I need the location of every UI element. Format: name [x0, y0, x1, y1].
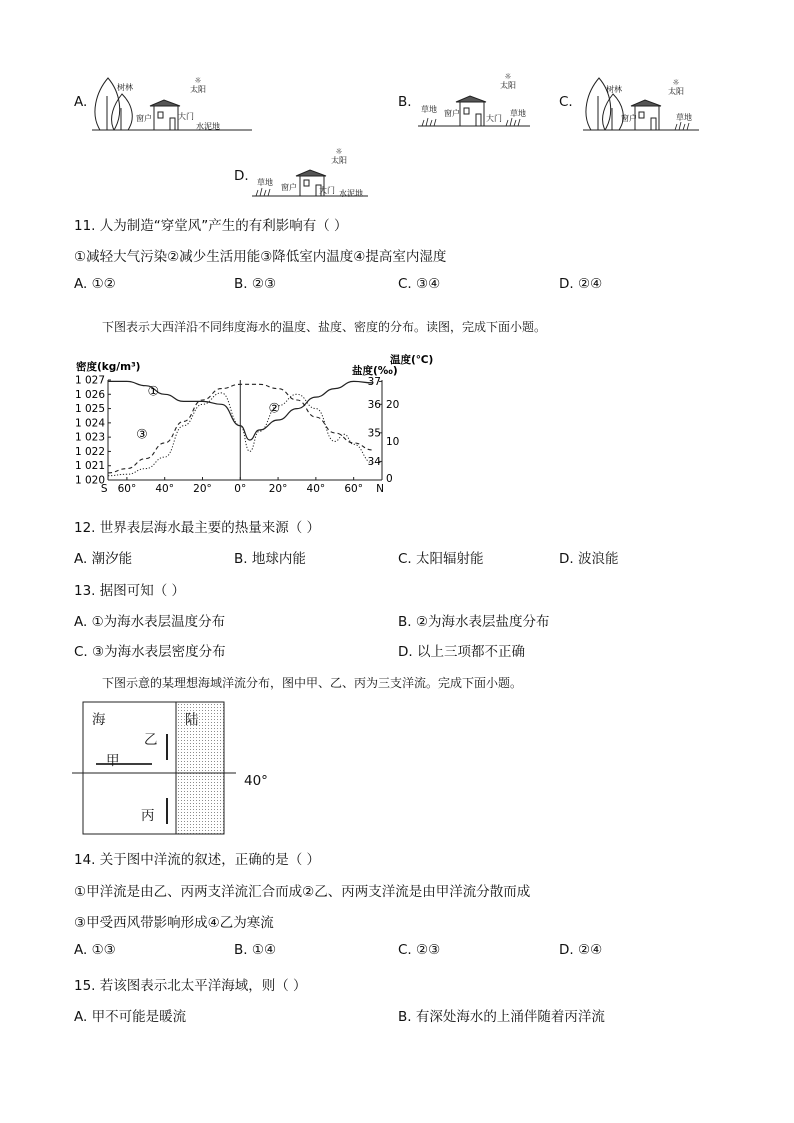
label-grass: 草地: [510, 109, 526, 118]
label-window: 窗户: [281, 183, 297, 192]
q11-option-b: B. ②③: [234, 276, 277, 292]
label-door: 大门: [486, 114, 502, 123]
intro-atlantic: 下图表示大西洋沿不同纬度海水的温度、盐度、密度的分布。读图，完成下面小题。: [102, 320, 547, 334]
salinity-tick-label: 37: [367, 375, 381, 388]
label-window: 窗户: [444, 109, 460, 118]
q12-option-a: A. 潮汐能: [74, 551, 133, 567]
label-forest: 树林: [606, 85, 622, 94]
density-tick-label: 1 027: [74, 374, 105, 387]
sun-symbol: ☼: [194, 76, 202, 85]
label-sun: 太阳: [668, 87, 684, 96]
map-label-sea: 海: [92, 712, 106, 728]
salinity-tick-label: 36: [367, 398, 381, 411]
label-grass: 草地: [421, 105, 437, 114]
sun-symbol: ☼: [504, 72, 512, 81]
q15-option-a: A. 甲不可能是暖流: [74, 1009, 187, 1025]
salinity-tick-label: 34: [367, 455, 381, 468]
density-tick-label: 1 022: [74, 445, 105, 458]
grass-icon: [422, 118, 520, 126]
series-label-1: ①: [147, 384, 160, 400]
label-forest: 树林: [117, 83, 133, 92]
map-label-land: 陆: [185, 712, 199, 728]
q14-option-c: C. ②③: [398, 942, 441, 958]
x-tick-label: 60°: [117, 483, 137, 495]
label-sun: 太阳: [190, 85, 206, 94]
q14-items-1: ①甲洋流是由乙、丙两支洋流汇合而成②乙、丙两支洋流是由甲洋流分散而成: [74, 884, 531, 900]
label-door: 大门: [178, 112, 194, 121]
density-tick-label: 1 026: [74, 388, 105, 401]
map-label-bing: 丙: [141, 808, 155, 824]
salinity-axis-label: 盐度(‰): [352, 365, 398, 377]
temperature-tick-label: 0: [386, 473, 393, 486]
q13-option-b: B. ②为海水表层盐度分布: [398, 614, 550, 630]
label-cement: 水泥地: [339, 189, 363, 198]
house-icon: [456, 96, 486, 126]
map-label-jia: 甲: [106, 753, 120, 769]
temperature-tick-label: 10: [386, 435, 400, 448]
map-label-yi: 乙: [144, 732, 158, 748]
density-tick-label: 1 021: [74, 460, 105, 473]
label-window: 窗户: [621, 114, 637, 123]
density-tick-label: 1 023: [74, 431, 105, 444]
x-tick-label: N: [376, 483, 385, 495]
sun-icon: [190, 76, 206, 94]
q11-option-a: A. ①②: [74, 276, 116, 292]
label-window: 窗户: [136, 114, 152, 123]
q12-option-c: C. 太阳辐射能: [398, 551, 484, 567]
x-tick-label: 60°: [344, 483, 363, 495]
x-tick-label: 40°: [306, 483, 326, 495]
grass-icon: [256, 188, 270, 196]
q13-option-c: C. ③为海水表层密度分布: [74, 644, 226, 660]
land-area: [176, 702, 224, 834]
q11-option-c: C. ③④: [398, 276, 441, 292]
q12-option-b: B. 地球内能: [234, 551, 306, 567]
label-grass: 草地: [676, 113, 692, 122]
q14-option-a: A. ①③: [74, 942, 116, 958]
q11-items: ①减轻大气污染②减少生活用能③降低室内温度④提高室内湿度: [74, 249, 447, 265]
map-label-latitude: 40°: [244, 773, 268, 789]
option-b-label: B.: [398, 94, 412, 110]
series-label-2: ②: [268, 401, 281, 417]
q13-option-d: D. 以上三项都不正确: [398, 644, 525, 660]
density-tick-label: 1 020: [74, 474, 105, 487]
q11-option-d: D. ②④: [559, 276, 603, 292]
label-sun: 太阳: [500, 81, 516, 90]
sun-icon: [331, 147, 347, 165]
x-tick-label: 0°: [234, 483, 247, 495]
atlantic-chart: [72, 350, 434, 500]
x-tick-label: 20°: [193, 483, 212, 495]
q15-option-b: B. 有深处海水的上涌伴随着丙洋流: [398, 1009, 605, 1025]
sun-icon: [668, 78, 684, 96]
density-axis-label: 密度(kg/m³): [76, 361, 141, 373]
q14-stem: 14. 关于图中洋流的叙述，正确的是（ ）: [74, 852, 321, 868]
salinity-tick-label: 35: [367, 427, 381, 440]
series-label-3: ③: [136, 427, 148, 443]
q12-option-d: D. 波浪能: [559, 551, 619, 567]
sun-symbol: ☼: [335, 147, 343, 156]
q13-option-a: A. ①为海水表层温度分布: [74, 614, 226, 630]
intro-ocean-map: 下图示意的某理想海域洋流分布，图中甲、乙、丙为三支洋流。完成下面小题。: [102, 676, 523, 690]
grass-icon: [675, 122, 689, 130]
label-grass: 草地: [257, 178, 273, 187]
x-tick-label: 20°: [268, 483, 288, 495]
density-tick-label: 1 025: [74, 403, 105, 416]
q14-items-2: ③甲受西风带影响形成④乙为寒流: [74, 915, 274, 931]
q15-stem: 15. 若该图表示北太平洋海域，则（ ）: [74, 978, 307, 994]
option-a-label: A.: [74, 94, 88, 110]
q13-stem: 13. 据图可知（ ）: [74, 583, 186, 599]
sun-symbol: ☼: [672, 78, 680, 87]
temperature-axis-label: 温度(℃): [390, 354, 434, 366]
option-c-label: C.: [559, 94, 573, 110]
q14-option-b: B. ①④: [234, 942, 277, 958]
x-tick-label: 40°: [155, 483, 175, 495]
x-tick-label: S: [100, 483, 108, 495]
label-cement: 水泥地: [196, 122, 220, 131]
label-sun: 太阳: [331, 156, 347, 165]
option-a-figure: [92, 74, 252, 134]
sun-icon: [500, 72, 516, 90]
temperature-tick-label: 20: [386, 398, 400, 411]
option-d-label: D.: [234, 168, 249, 184]
q12-stem: 12. 世界表层海水最主要的热量来源（ ）: [74, 520, 321, 536]
q14-option-d: D. ②④: [559, 942, 603, 958]
label-door: 大门: [319, 186, 335, 195]
density-tick-label: 1 024: [74, 417, 105, 430]
house-icon: [150, 100, 180, 130]
q11-stem: 11. 人为制造“穿堂风”产生的有利影响有（ ）: [74, 218, 348, 234]
